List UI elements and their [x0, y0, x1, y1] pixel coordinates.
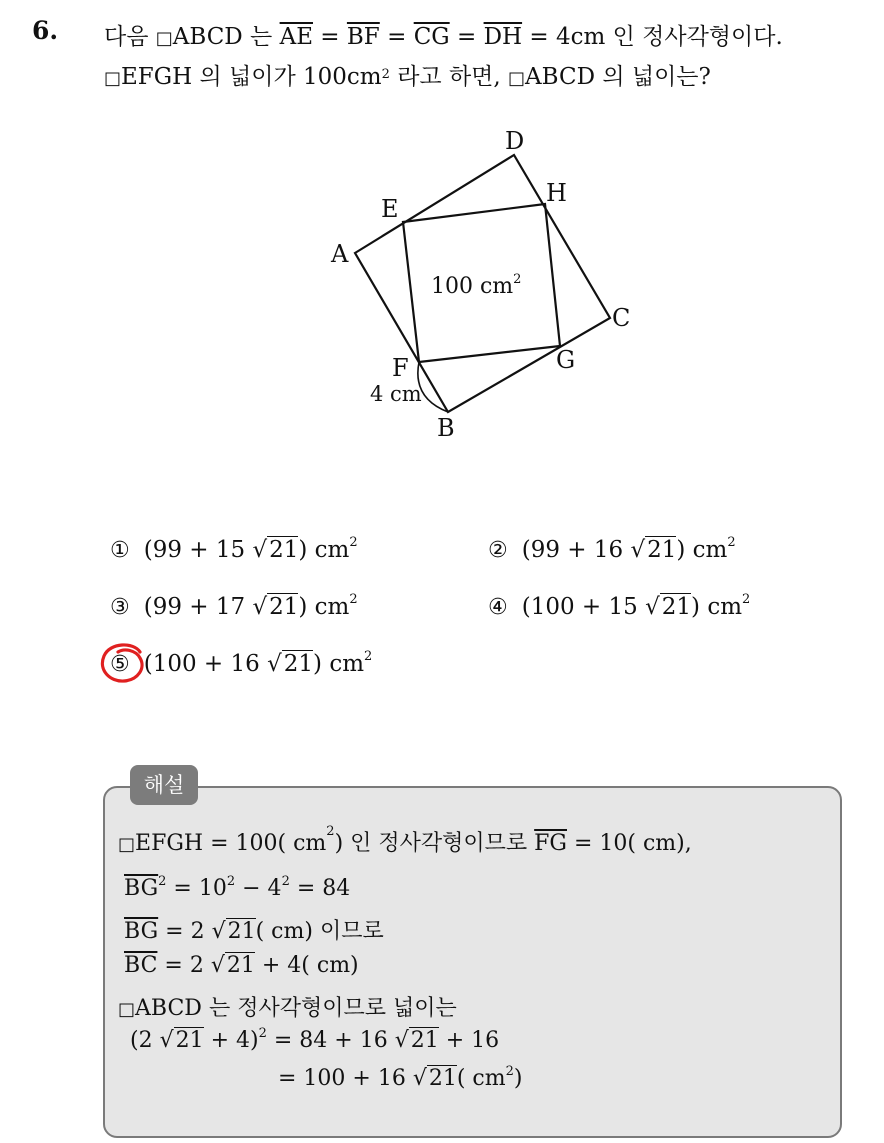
answer-circle-mark: [96, 638, 152, 688]
choice-mark: ⑤: [110, 652, 130, 677]
question-number: 6.: [32, 16, 59, 45]
choice-5[interactable]: ⑤ (100 + 16 √21) $cm^2$: [110, 649, 373, 677]
segment-ae: $\overline{AE}$: [279, 24, 313, 50]
label-e: E: [381, 195, 399, 223]
choice-mark: ③: [110, 595, 130, 620]
side-label: 4 cm: [370, 382, 422, 406]
choice-mark: ②: [488, 538, 508, 563]
square-figure: [0, 0, 884, 460]
label-h: H: [546, 179, 567, 207]
solution-line-3: $\overline{BG} = 2$ √21( cm) 이므로: [124, 919, 384, 944]
segment-dh: $\overline{DH}$: [483, 24, 523, 50]
solution-line-4: $\overline{BC} = 2$ √21 + 4( cm): [124, 953, 359, 978]
choice-2[interactable]: ② (99 + 16 √21) $cm^2$: [488, 535, 736, 563]
solution-line-5: □ABCD 는 정사각형이므로 넓이는: [118, 996, 457, 1021]
label-c: C: [612, 304, 631, 332]
solution-tag: 해설: [130, 765, 198, 805]
solution-line-2: $\overline{BG}^2 = 10^2 - 4^2 = 84$: [124, 874, 351, 901]
area-label: 100 $cm^2$: [431, 272, 522, 299]
choice-3[interactable]: ③ (99 + 17 √21) $cm^2$: [110, 592, 358, 620]
solution-line-1: □EFGH = 100( $cm^2$) 인 정사각형이므로 $\overline{FG} = 10$( cm),: [118, 824, 692, 856]
segment-cg: $\overline{CG}$: [413, 24, 450, 50]
label-f: F: [392, 354, 409, 382]
solution-line-7: = 100 + 16 √21( $cm^2$): [278, 1064, 523, 1091]
choice-4[interactable]: ④ (100 + 15 √21) $cm^2$: [488, 592, 751, 620]
question-line-1: 다음 □ABCD 는 $\overline{AE} = \overline{BF} = \overline{CG} = \overline{DH} = 4cm$ 인 정사각형이다.: [104, 24, 783, 50]
choice-mark: ①: [110, 538, 130, 563]
choice-1[interactable]: ① (99 + 15 √21) $cm^2$: [110, 535, 358, 563]
choice-mark: ④: [488, 595, 508, 620]
segment-bf: $\overline{BF}$: [346, 24, 380, 50]
label-a: A: [331, 240, 349, 268]
solution-line-6: (2 √21 + 4)$^2$ = 84 + 16 √21 + 16: [130, 1026, 500, 1053]
question-line-2: □EFGH 의 넓이가 $100cm^2$ 라고 하면, □ABCD 의 넓이는?: [104, 64, 711, 90]
label-g: G: [556, 346, 576, 374]
label-b: B: [437, 414, 455, 442]
label-d: D: [505, 127, 525, 155]
